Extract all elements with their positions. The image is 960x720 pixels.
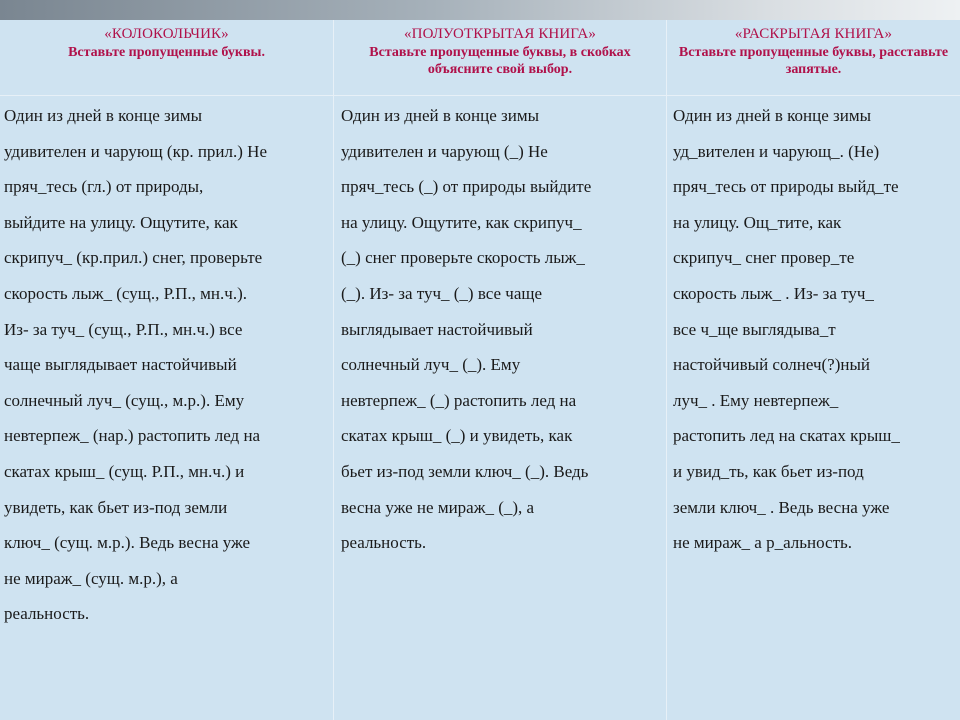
exercise-text: Один из дней в конце зимы удивителен и чарующ (_) Не пряч_тесь (_) от природы выйдите на улицу. Ощутите, как скрипуч_ (_) снег проверьте скорость лыж_ (_). Из- за туч_ (_) все чаще выглядывает настойчивый солнечный луч_ (_). Ему невтерпеж_ (_) растопить лед на скатах крыш_ (_) и увидеть, как бьет из-под земли ключ_ (_). Ведь весна уже не мираж_ (_), а реальность. (341, 106, 592, 553)
column-kolokolchik (0, 20, 334, 720)
column-title: «РАСКРЫТАЯ КНИГА» (734, 26, 893, 42)
column-instruction: Вставьте пропущенные буквы. (68, 45, 265, 60)
column-header (667, 20, 960, 96)
column-header (0, 20, 333, 96)
column-instruction: Вставьте пропущенные буквы, расставьте запятые. (678, 45, 949, 77)
column-instruction: Вставьте пропущенные буквы, в скобках объясните свой выбор. (369, 45, 631, 77)
top-decorative-band (0, 0, 960, 22)
column-raskrytaya-kniga (667, 20, 960, 720)
exercise-text: Один из дней в конце зимы удивителен и чарующ (кр. прил.) Не пряч_тесь (гл.) от природы, выйдите на улицу. Ощутите, как скрипуч_ (кр.прил.) снег, проверьте скорость лыж_ (сущ., Р.П., мн.ч.). Из- за туч_ (сущ., Р.П., мн.ч.) все чаще выглядывает настойчивый солнечный луч_ (сущ., м.р.). Ему невтерпеж_ (нар.) растопить лед на скатах крыш_ (сущ. Р.П., мн.ч.) и увидеть, как бьет из-под земли ключ_ (сущ. м.р.). Ведь весна уже не мираж_ (сущ. м.р.), а реальность. (4, 106, 267, 624)
column-title: «ПОЛУОТКРЫТАЯ КНИГА» (404, 26, 596, 42)
exercise-table (0, 20, 960, 720)
exercise-text: Один из дней в конце зимы уд_вителен и чарующ_. (Не) пряч_тесь от природы выйд_те на улицу. Ощ_тите, как скрипуч_ снег провер_те скорость лыж_ . Из- за туч_ все ч_ще выглядыва_т настойчивый солнеч(?)ный луч_ . Ему невтерпеж_ растопить лед на скатах крыш_ и увид_ть, как бьет из-под земли ключ_ . Ведь весна уже не мираж_ а р_альность. (673, 106, 900, 553)
column-header (334, 20, 666, 96)
column-title: «КОЛОКОЛЬЧИК» (104, 26, 229, 42)
column-poluotkrytaya-kniga (334, 20, 667, 720)
